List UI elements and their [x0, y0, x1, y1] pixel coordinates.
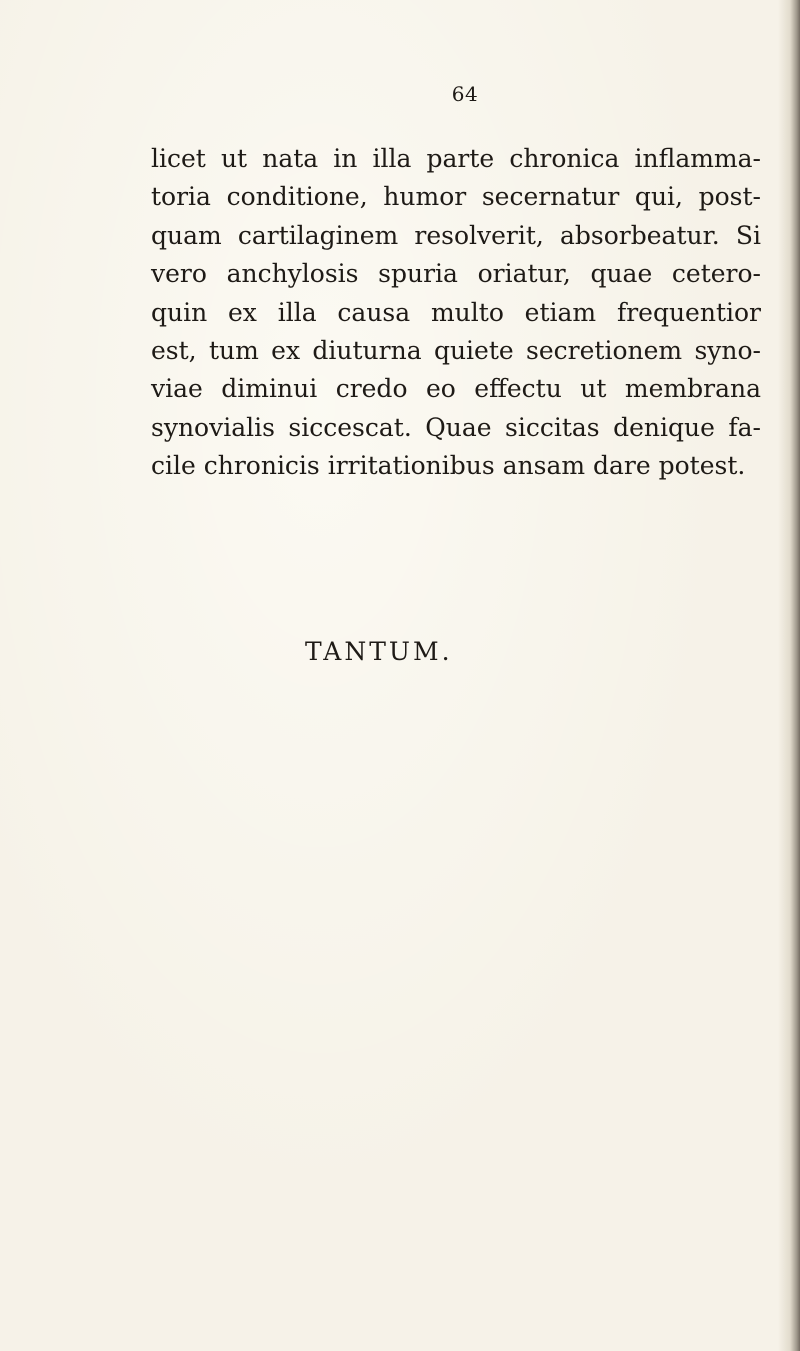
text-line: toria conditione, humor secernatur qui, post- — [151, 182, 761, 212]
text-line: quin ex illa causa multo etiam frequentior — [151, 297, 761, 327]
text-line: viae diminui credo eo effectu ut membrana — [151, 374, 761, 404]
text-line: licet ut nata in illa parte chronica inflamma- — [151, 144, 761, 173]
text-line: vero anchylosis spuria oriatur, quae cetero- — [151, 259, 761, 289]
text-line: synovialis siccescat. Quae siccitas denique fa- — [151, 412, 761, 442]
text-line: cile chronicis irritationibus ansam dare potest. — [151, 451, 746, 481]
page-number: 64 — [451, 82, 479, 106]
text-line: est, tum ex diuturna quiete secretionem syno- — [151, 336, 761, 366]
closing-word: TANTUM. — [305, 637, 453, 666]
text-line: quam cartilaginem resolverit, absorbeatur. Si — [151, 220, 761, 250]
page-edge-shadow — [778, 0, 800, 1351]
body-paragraph — [151, 140, 761, 486]
